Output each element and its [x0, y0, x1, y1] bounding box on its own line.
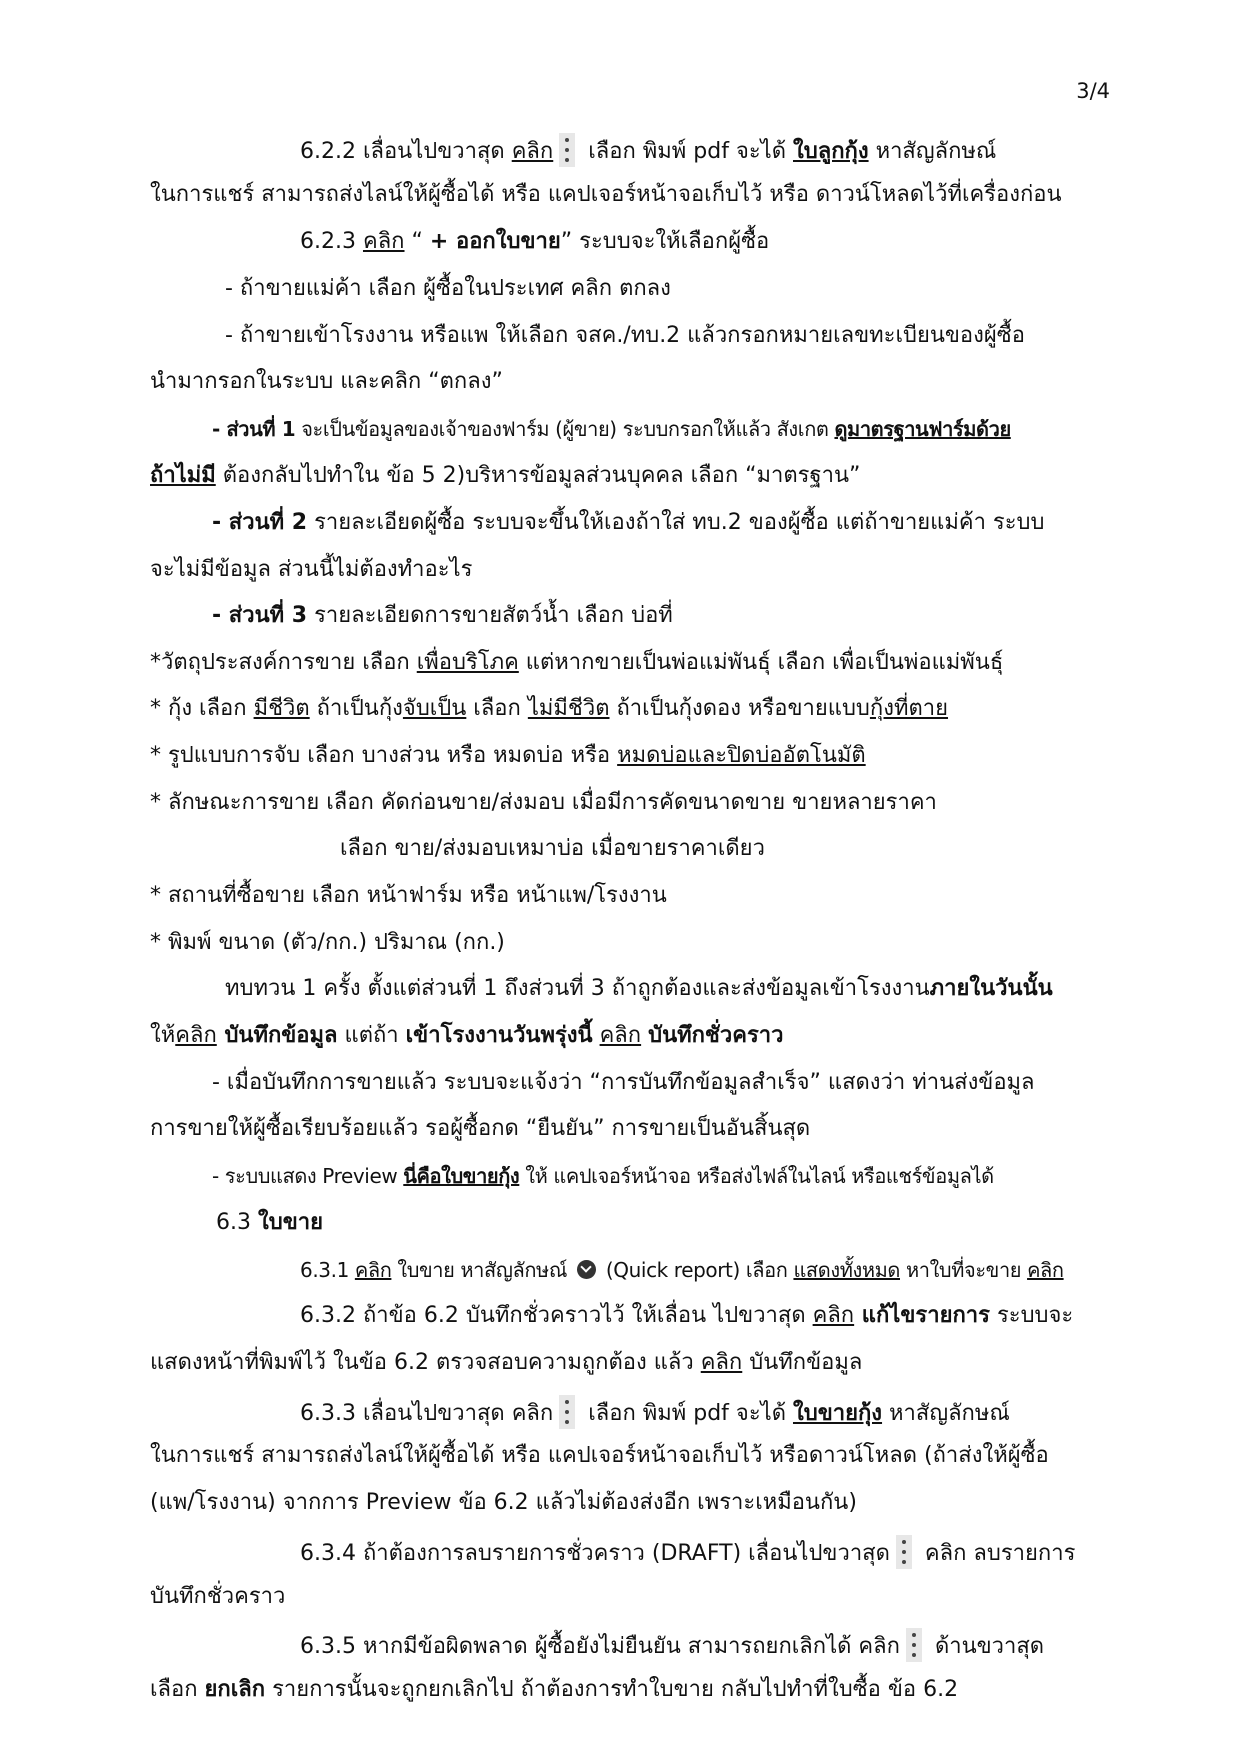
- bullet-merchant: - ถ้าขายแม่ค้า เลือก ผู้ซื้อในประเทศ คลิก ตกลง: [225, 276, 671, 301]
- s634-line1: 6.3.4 ถ้าต้องการลบรายการชั่วคราว (DRAFT) เลื่อนไปขวาสุด คลิก ลบรายการ: [300, 1535, 1075, 1569]
- preview-line: - ระบบแสดง Preview นี่คือใบขายกุ้ง ให้ แคปเจอร์หน้าจอ หรือส่งไฟล์ในไลน์ หรือแชร์ข้อมูลได้: [212, 1164, 994, 1188]
- s632-line1: 6.3.2 ถ้าข้อ 6.2 บันทึกชั่วคราวไว้ ให้เลื่อน ไปขวาสุด คลิก แก้ไขรายการ ระบบจะ: [300, 1303, 1074, 1328]
- sale-type-line2: เลือก ขาย/ส่งมอบเหมาบ่อ เมื่อขายราคาเดียว: [340, 836, 765, 861]
- bullet-factory-line1: - ถ้าขายเข้าโรงงาน หรือแพ ให้เลือก จสค./ทบ.2 แล้วกรอกหมายเลขทะเบียนของผู้ซื้อ: [225, 323, 1025, 348]
- review-line1: ทบทวน 1 ครั้ง ตั้งแต่ส่วนที่ 1 ถึงส่วนที่ 3 ถ้าถูกต้องและส่งข้อมูลเข้าโรงงานภายในวันนั้น: [225, 976, 1053, 1001]
- size-line: * พิมพ์ ขนาด (ตัว/กก.) ปริมาณ (กก.): [150, 930, 505, 955]
- click-link: คลิก: [362, 229, 405, 254]
- s622-line1: 6.2.2 เลื่อนไปขวาสุด คลิก เลือก พิมพ์ pdf จะได้ ใบลูกกุ้ง หาสัญลักษณ์: [300, 133, 996, 167]
- chevron-down-circle-icon: [577, 1260, 596, 1279]
- s632-line2: แสดงหน้าที่พิมพ์ไว้ ในข้อ 6.2 ตรวจสอบความถูกต้อง แล้ว คลิก บันทึกข้อมูล: [150, 1350, 863, 1375]
- s633-line3: (แพ/โรงงาน) จากการ Preview ข้อ 6.2 แล้วไม่ต้องส่งอีก เพราะเหมือนกัน): [150, 1490, 857, 1515]
- place-line: * สถานที่ซื้อขาย เลือก หน้าฟาร์ม หรือ หน้าแพ/โรงงาน: [150, 883, 667, 908]
- part3-line: - ส่วนที่ 3 รายละเอียดการขายสัตว์น้ำ เลือก บ่อที่: [212, 603, 673, 628]
- issue-sale-action: + ออกใบขาย: [429, 229, 561, 254]
- s633-line2: ในการแชร์ สามารถส่งไลน์ให้ผู้ซื้อได้ หรือ แคปเจอร์หน้าจอเก็บไว้ หรือดาวน์โหลด (ถ้าส่งให้ผู้ซื้อ: [150, 1443, 1049, 1468]
- part2-line2: จะไม่มีข้อมูล ส่วนนี้ไม่ต้องทำอะไร: [150, 557, 473, 582]
- receipt-name: ใบลูกกุ้ง: [793, 139, 869, 164]
- save-data-action: บันทึกข้อมูล: [216, 1023, 338, 1048]
- s623-line: 6.2.3 คลิก “ + ออกใบขาย” ระบบจะให้เลือกผู้ซื้อ: [300, 229, 770, 254]
- kebab-menu-icon: [559, 133, 575, 167]
- edit-item-action: แก้ไขรายการ: [854, 1303, 990, 1328]
- part1-line2: ถ้าไม่มี ต้องกลับไปทำใน ข้อ 5 2)บริหารข้อมูลส่วนบุคคล เลือก “มาตรฐาน”: [150, 463, 861, 488]
- shrimp-line: * กุ้ง เลือก มีชีวิต ถ้าเป็นกุ้งจับเป็น เลือก ไม่มีชีวิต ถ้าเป็นกุ้งดอง หรือขายแบบกุ้งที่ตาย: [150, 696, 949, 721]
- part1-line1: - ส่วนที่ 1 จะเป็นข้อมูลของเจ้าของฟาร์ม (ผู้ขาย) ระบบกรอกให้แล้ว สังเกต ดูมาตรฐานฟาร์มด้วย: [212, 417, 1011, 441]
- objective-line: *วัตถุประสงค์การขาย เลือก เพื่อบริโภค แต่หากขายเป็นพ่อแม่พันธุ์ เลือก เพื่อเป็นพ่อแม่พันธุ์: [150, 650, 1004, 675]
- s635-line1: 6.3.5 หากมีข้อผิดพลาด ผู้ซื้อยังไม่ยืนยัน สามารถยกเลิกได้ คลิก ด้านขวาสุด: [300, 1628, 1044, 1662]
- kebab-menu-icon: [896, 1535, 912, 1569]
- sale-type-line1: * ลักษณะการขาย เลือก คัดก่อนขาย/ส่งมอบ เมื่อมีการคัดขนาดขาย ขายหลายราคา: [150, 790, 937, 815]
- section-6-3-heading: 6.3 ใบขาย: [216, 1210, 323, 1235]
- kebab-menu-icon: [906, 1628, 922, 1662]
- page-number: 3/4: [1076, 79, 1110, 103]
- after-save-line2: การขายให้ผู้ซื้อเรียบร้อยแล้ว รอผู้ซื้อกด “ยืนยัน” การขายเป็นอันสิ้นสุด: [150, 1116, 811, 1141]
- kebab-menu-icon: [559, 1395, 575, 1429]
- s633-line1: 6.3.3 เลื่อนไปขวาสุด คลิก เลือก พิมพ์ pdf จะได้ ใบขายกุ้ง หาสัญลักษณ์: [300, 1395, 1010, 1429]
- after-save-line1: - เมื่อบันทึกการขายแล้ว ระบบจะแจ้งว่า “การบันทึกข้อมูลสำเร็จ” แสดงว่า ท่านส่งข้อมูล: [212, 1070, 1035, 1095]
- cancel-action: ยกเลิก: [204, 1677, 266, 1702]
- catch-line: * รูปแบบการจับ เลือก บางส่วน หรือ หมดบ่อ หรือ หมดบ่อและปิดบ่ออัตโนมัติ: [150, 743, 866, 768]
- save-draft-action: บันทึกชั่วคราว: [648, 1023, 784, 1048]
- s631-line: 6.3.1 คลิก ใบขาย หาสัญลักษณ์ (Quick report) เลือก แสดงทั้งหมด หาใบที่จะขาย คลิก: [300, 1258, 1064, 1282]
- bullet-factory-line2: นำมากรอกในระบบ และคลิก “ตกลง”: [150, 369, 503, 394]
- s622-line2: ในการแชร์ สามารถส่งไลน์ให้ผู้ซื้อได้ หรือ แคปเจอร์หน้าจอเก็บไว้ หรือ ดาวน์โหลดไว้ที่เครื่องก่อน: [150, 182, 1062, 207]
- s634-line2: บันทึกชั่วคราว: [150, 1584, 286, 1609]
- review-line2: ให้คลิก บันทึกข้อมูล แต่ถ้า เข้าโรงงานวันพรุ่งนี้ คลิก บันทึกชั่วคราว: [150, 1023, 784, 1048]
- click-link: คลิก: [511, 139, 554, 164]
- s635-line2: เลือก ยกเลิก รายการนั้นจะถูกยกเลิกไป ถ้าต้องการทำใบขาย กลับไปทำที่ใบซื้อ ข้อ 6.2: [150, 1677, 959, 1702]
- part2-line1: - ส่วนที่ 2 รายละเอียดผู้ซื้อ ระบบจะขึ้นให้เองถ้าใส่ ทบ.2 ของผู้ซื้อ แต่ถ้าขายแม่ค้า ระบบ: [212, 510, 1045, 535]
